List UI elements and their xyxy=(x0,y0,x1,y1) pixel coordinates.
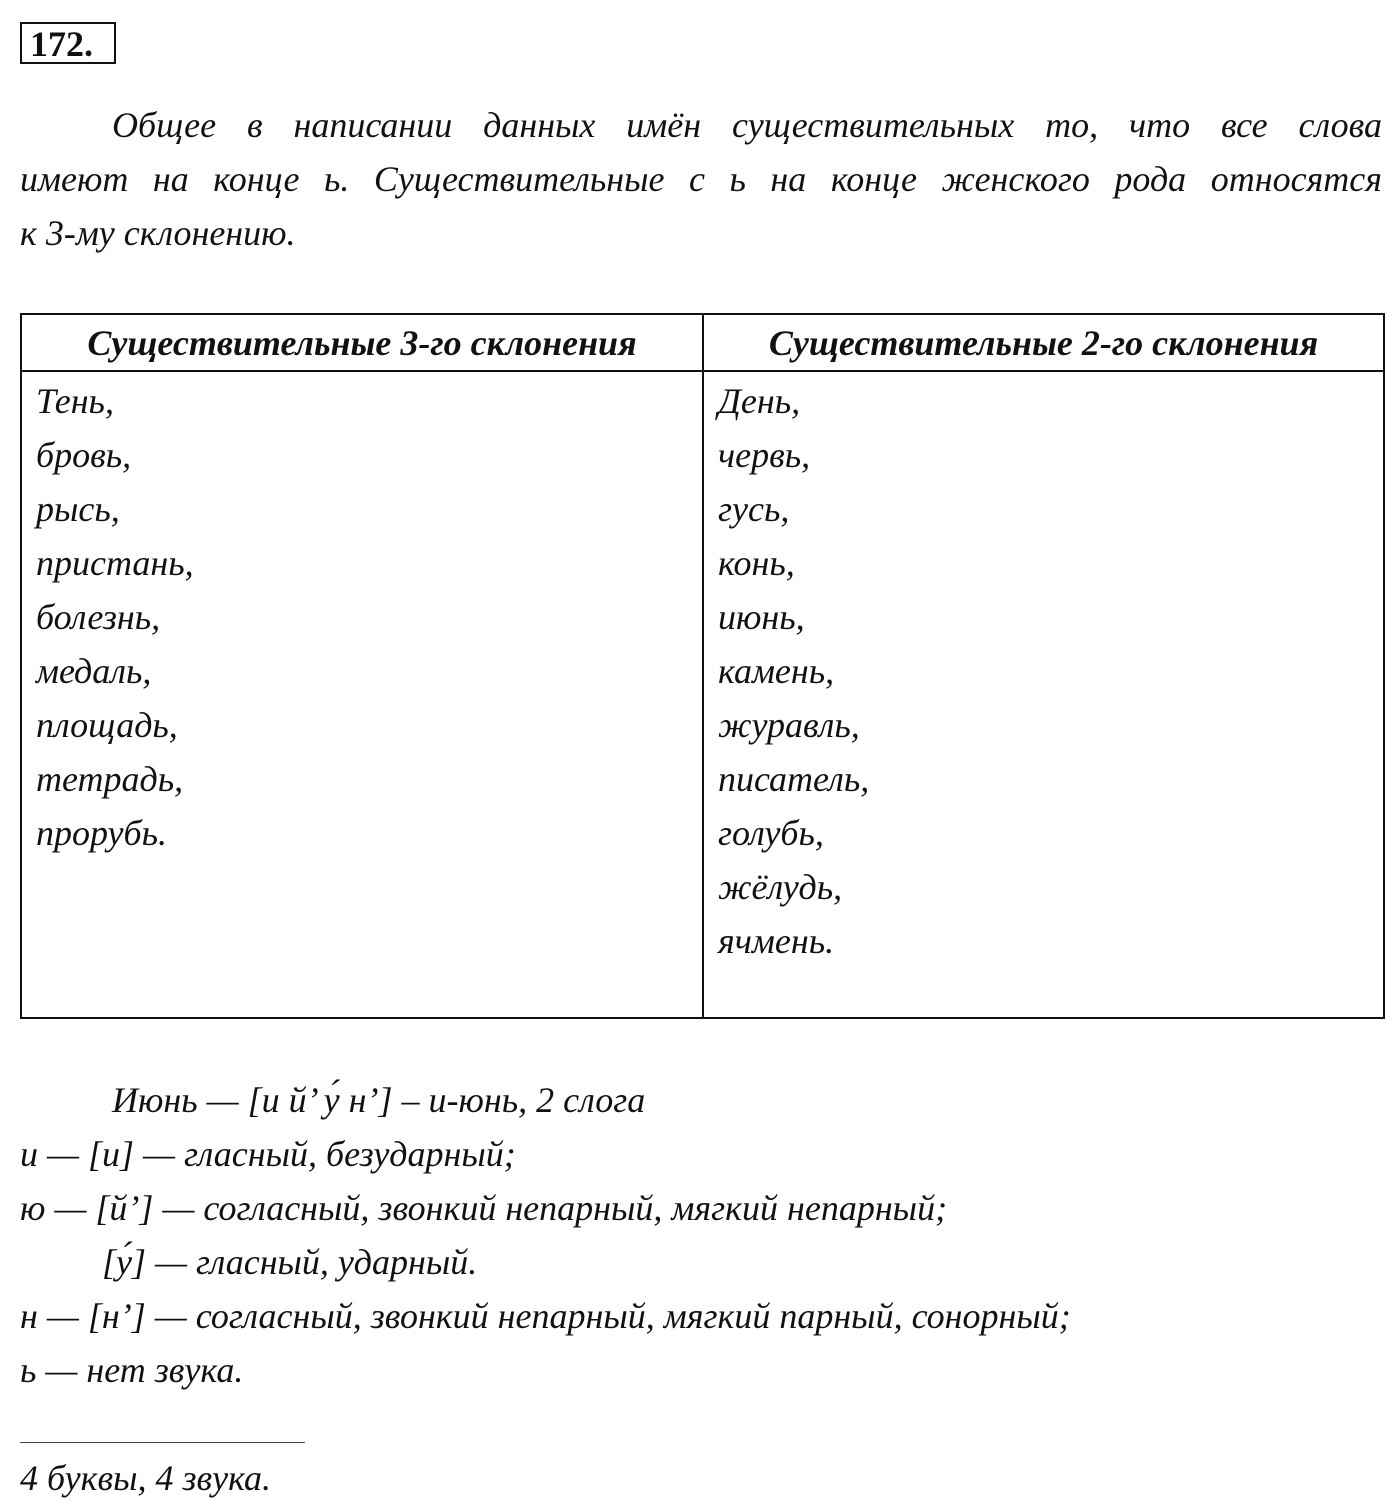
phonetic-analysis xyxy=(20,1073,1380,1397)
intro-line-2: имеют на конце ь. Существительные с ь на конце женского рода относятся xyxy=(20,159,1382,199)
word-item: рысь, xyxy=(36,489,120,529)
phonetic-line-i: и — [и] — гласный, безударный; xyxy=(20,1134,516,1174)
summary-divider xyxy=(20,1442,305,1443)
word-item: голубь, xyxy=(718,813,824,853)
word-item: червь, xyxy=(718,435,811,475)
intro-paragraph xyxy=(20,98,1382,260)
word-item: прорубь. xyxy=(36,813,167,853)
third-declension-cell xyxy=(21,371,703,1018)
word-item: гусь, xyxy=(718,489,790,529)
phonetic-line-n: н — [н’] — согласный, звонкий непарный, мягкий парный, сонорный; xyxy=(20,1296,1071,1336)
phonetic-line-word: Июнь — [и й’ у́ н’] – и-юнь, 2 слога xyxy=(112,1080,646,1120)
phonetic-line-u: [у́] — гласный, ударный. xyxy=(102,1242,478,1282)
word-item: июнь, xyxy=(718,597,805,637)
word-item: жёлудь, xyxy=(718,867,843,907)
word-item: писатель, xyxy=(718,759,870,799)
header-third-declension: Существительные 3-го склонения xyxy=(21,314,703,371)
header-second-declension: Существительные 2-го склонения xyxy=(703,314,1384,371)
second-declension-cell xyxy=(703,371,1384,1018)
phonetic-line-yu: ю — [й’] — согласный, звонкий непарный, мягкий непарный; xyxy=(20,1188,948,1228)
task-number: 172. xyxy=(20,22,116,64)
word-item: камень, xyxy=(718,651,835,691)
word-item: пристань, xyxy=(36,543,194,583)
word-item: Тень, xyxy=(36,381,114,421)
word-item: болезнь, xyxy=(36,597,161,637)
word-item: тетрадь, xyxy=(36,759,184,799)
intro-line-1: Общее в написании данных имён существительных то, что все слова xyxy=(112,105,1382,145)
intro-line-3: к 3-му склонению. xyxy=(20,213,296,253)
word-item: День, xyxy=(718,381,801,421)
word-item: медаль, xyxy=(36,651,152,691)
word-item: журавль, xyxy=(718,705,860,745)
word-item: площадь, xyxy=(36,705,178,745)
declension-table xyxy=(20,313,1385,1019)
phonetic-line-soft-sign: ь — нет звука. xyxy=(20,1350,244,1390)
word-item: бровь, xyxy=(36,435,132,475)
word-item: конь, xyxy=(718,543,795,583)
letters-sounds-summary: 4 буквы, 4 звука. xyxy=(20,1458,272,1498)
word-item: ячмень. xyxy=(718,921,835,961)
